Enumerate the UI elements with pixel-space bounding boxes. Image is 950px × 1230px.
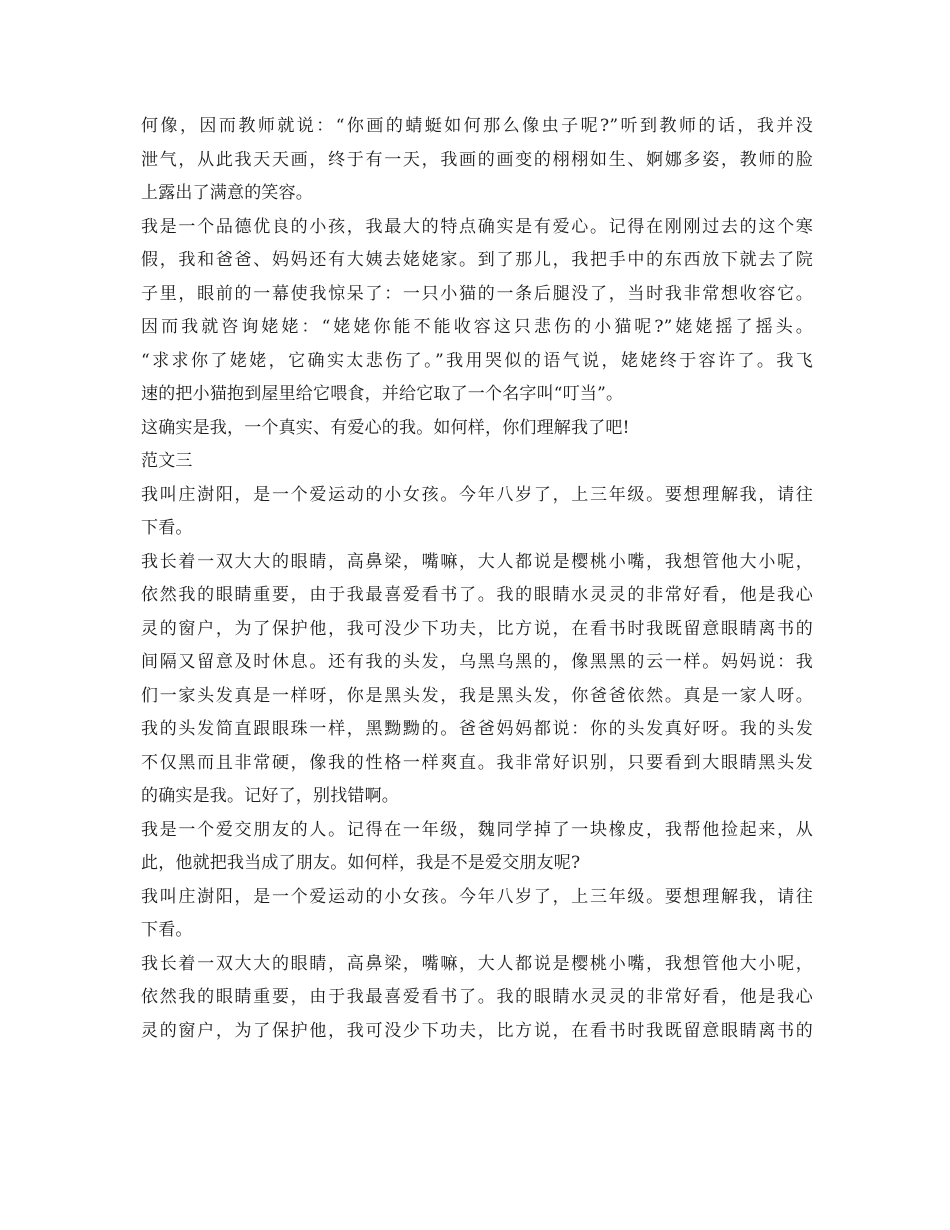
text-line: 这确实是我，一个真实、有爱心的我。如何样，你们理解我了吧! — [141, 417, 630, 438]
text-line: 下看。 — [141, 518, 193, 538]
text-line: 间隔又留意及时休息。还有我的头发，乌黑乌黑的，像黑黑的云一样。妈妈说：我 — [141, 652, 813, 672]
text-line: 依然我的眼睛重要，由于我最喜爱看书了。我的眼睛水灵灵的非常好看，他是我心 — [141, 987, 813, 1007]
text-line: 假，我和爸爸、妈妈还有大姨去姥姥家。到了那儿，我把手中的东西放下就去了院 — [141, 250, 813, 270]
text-line: 速的把小猫抱到屋里给它喂食，并给它取了一个名字叫“叮当”。 — [141, 384, 624, 404]
text-line: “求求你了姥姥，它确实太悲伤了。”我用哭似的语气说，姥姥终于容许了。我飞 — [141, 350, 813, 371]
text-line: 我叫庄澍阳，是一个爱运动的小女孩。今年八岁了，上三年级。要想理解我，请往 — [141, 886, 813, 907]
text-line: 我长着一双大大的眼睛，高鼻梁，嘴嘛，大人都说是樱桃小嘴，我想管他大小呢， — [141, 953, 813, 974]
text-line: 泄气，从此我天天画，终于有一天，我画的画变的栩栩如生、婀娜多姿，教师的脸 — [141, 149, 813, 170]
text-line: 何像，因而教师就说：“你画的蜻蜓如何那么像虫子呢?”听到教师的话，我并没 — [141, 116, 813, 136]
text-line: 子里，眼前的一幕使我惊呆了：一只小猫的一条后腿没了，当时我非常想收容它。 — [141, 283, 813, 304]
text-line: 我是一个品德优良的小孩，我最大的特点确实是有爱心。记得在刚刚过去的这个寒 — [141, 216, 813, 237]
text-line: 因而我就咨询姥姥：“姥姥你能不能收容这只悲伤的小猫呢?”姥姥摇了摇头。 — [141, 317, 813, 337]
text-line: 们一家头发真是一样呀，你是黑头发，我是黑头发，你爸爸依然。真是一家人呀。 — [141, 685, 813, 706]
section-heading: 范文三 — [141, 451, 193, 471]
text-line: 我是一个爱交朋友的人。记得在一年级，魏同学掉了一块橡皮，我帮他捡起来，从 — [141, 819, 813, 840]
text-line: 我的头发简直跟眼珠一样，黑黝黝的。爸爸妈妈都说：你的头发真好呀。我的头发 — [141, 719, 813, 739]
text-line: 此，他就把我当成了朋友。如何样，我是不是爱交朋友呢? — [141, 853, 581, 873]
text-line: 我叫庄澍阳，是一个爱运动的小女孩。今年八岁了，上三年级。要想理解我，请往 — [141, 484, 813, 505]
text-line: 下看。 — [141, 920, 193, 940]
text-line: 我长着一双大大的眼睛，高鼻梁，嘴嘛，大人都说是樱桃小嘴，我想管他大小呢， — [141, 551, 813, 572]
text-line: 灵的窗户，为了保护他，我可没少下功夫，比方说，在看书时我既留意眼睛离书的 — [141, 1020, 813, 1041]
text-line: 灵的窗户，为了保护他，我可没少下功夫，比方说，在看书时我既留意眼睛离书的 — [141, 618, 813, 639]
text-line: 依然我的眼睛重要，由于我最喜爱看书了。我的眼睛水灵灵的非常好看，他是我心 — [141, 585, 813, 605]
document-page — [141, 110, 813, 1048]
text-line: 的确实是我。记好了，别找错啊。 — [141, 786, 399, 806]
text-line: 上露出了满意的笑容。 — [141, 183, 313, 203]
text-line: 不仅黑而且非常硬，像我的性格一样爽直。我非常好识别，只要看到大眼睛黑头发 — [141, 752, 813, 773]
